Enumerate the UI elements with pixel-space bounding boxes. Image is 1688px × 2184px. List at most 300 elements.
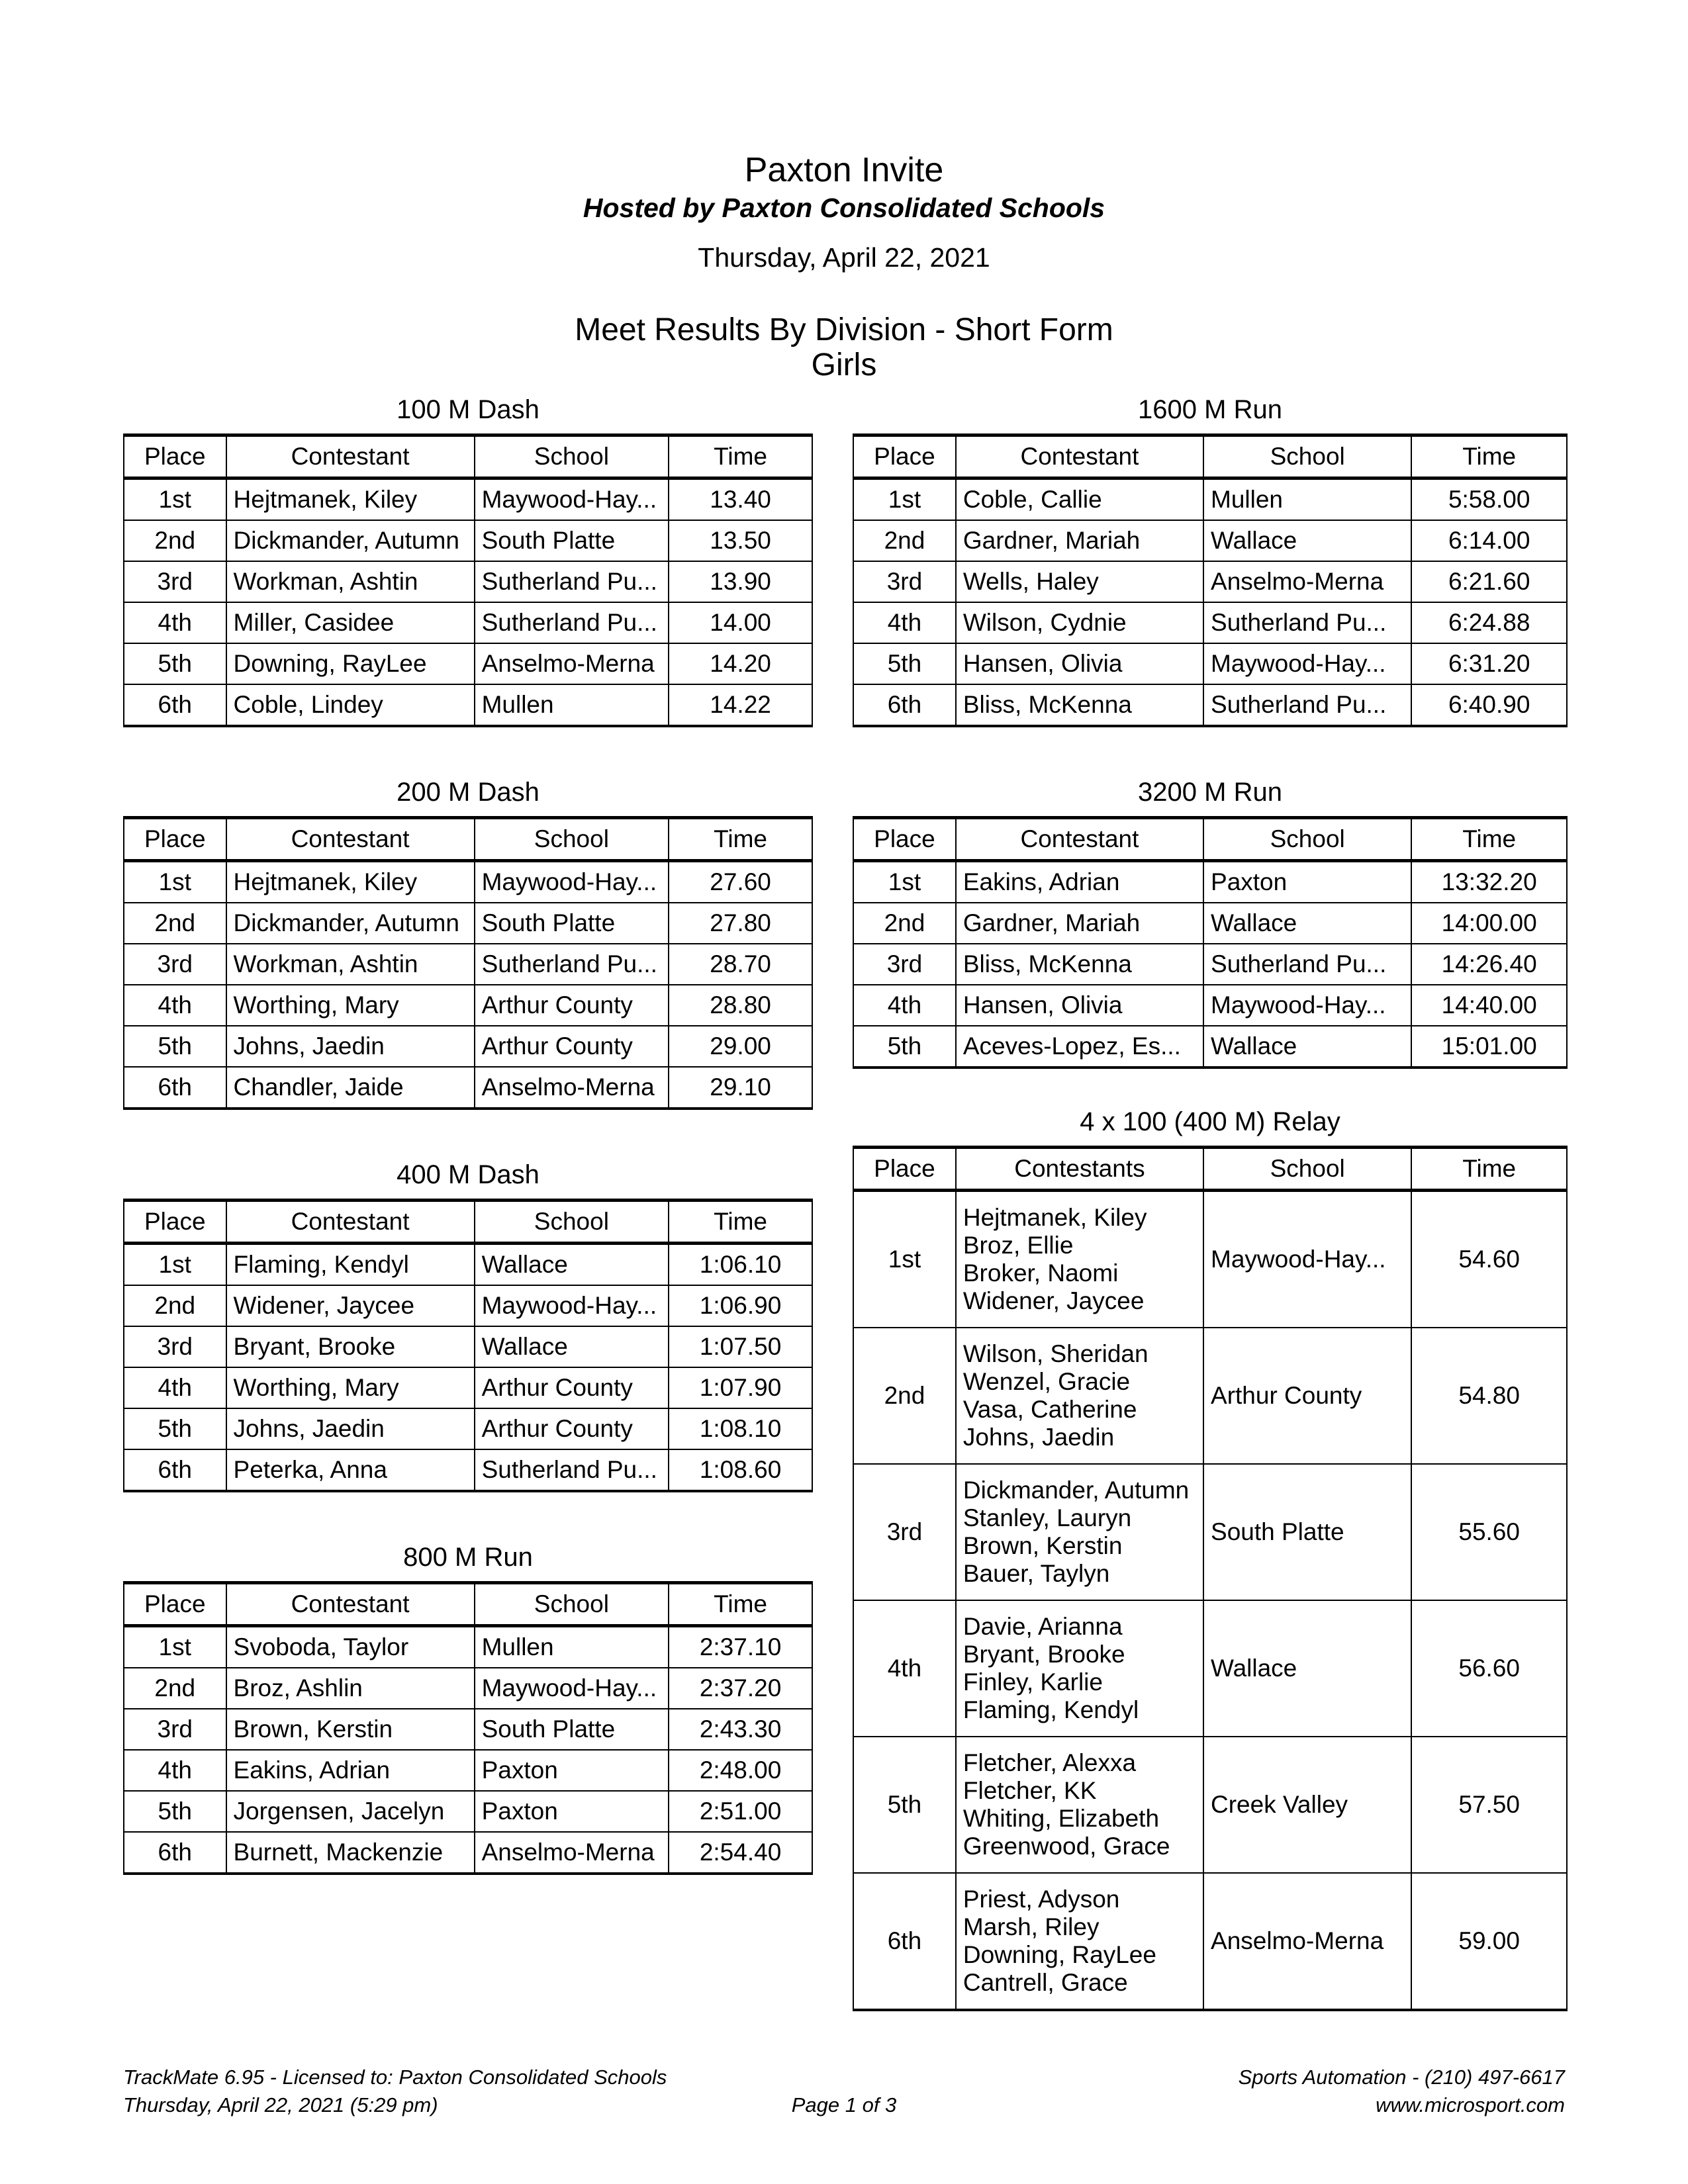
cell-school: Anselmo-Merna	[475, 1067, 669, 1109]
cell-contestants	[956, 1464, 1203, 1600]
relay-leg-name: Bryant, Brooke	[962, 1641, 1125, 1668]
table-row	[853, 1191, 1567, 1328]
cell-school: Mullen	[475, 1626, 669, 1668]
cell-school: Wallace	[475, 1244, 669, 1286]
table-head	[853, 435, 1567, 478]
cell-contestant: Worthing, Mary	[226, 985, 475, 1026]
table-row	[124, 1449, 812, 1491]
column-header-contestant: Contestant	[226, 1583, 475, 1626]
cell-time: 14.00	[669, 602, 812, 643]
cell-time: 2:43.30	[669, 1709, 812, 1750]
cell-time: 6:40.90	[1411, 684, 1567, 726]
cell-contestant: Workman, Ashtin	[226, 561, 475, 602]
relay-leg-name: Finley, Karlie	[962, 1668, 1103, 1696]
table-row	[853, 1873, 1567, 2010]
results-table-100-m-dash	[123, 433, 813, 727]
column-header-time: Time	[669, 435, 812, 478]
cell-place: 2nd	[124, 1668, 226, 1709]
cell-contestant: Hansen, Olivia	[956, 643, 1203, 684]
left-column	[123, 394, 813, 1875]
table-row	[853, 478, 1567, 521]
table-row	[124, 903, 812, 944]
relay-leg-name: Cantrell, Grace	[962, 1969, 1128, 1996]
cell-school: Anselmo-Merna	[475, 1832, 669, 1874]
cell-time: 29.10	[669, 1067, 812, 1109]
column-header-contestant: Contestant	[226, 1201, 475, 1244]
table-header-row	[853, 435, 1567, 478]
event-title: 1600 M Run	[1138, 395, 1282, 424]
cell-time: 14:00.00	[1411, 903, 1567, 944]
cell-contestants	[956, 1191, 1203, 1328]
column-header-school: School	[1203, 1148, 1411, 1191]
cell-school: Arthur County	[1203, 1328, 1411, 1464]
relay-leg-name: Davie, Arianna	[962, 1613, 1123, 1640]
table-body	[853, 478, 1567, 727]
cell-contestant: Wells, Haley	[956, 561, 1203, 602]
cell-contestants	[956, 1600, 1203, 1737]
cell-place: 5th	[124, 1791, 226, 1832]
cell-school: Sutherland Pu...	[475, 944, 669, 985]
cell-place: 5th	[124, 1408, 226, 1449]
cell-place: 3rd	[853, 561, 956, 602]
footer-company: Sports Automation - (210) 497-6617	[1238, 2066, 1565, 2089]
table-header-row	[124, 1583, 812, 1626]
table-header-row	[853, 818, 1567, 861]
footer-license: TrackMate 6.95 - Licensed to: Paxton Consolidated Schools	[123, 2066, 667, 2089]
spacer	[123, 727, 813, 776]
cell-place: 6th	[124, 1449, 226, 1491]
cell-time: 13.40	[669, 478, 812, 521]
column-header-school: School	[1203, 818, 1411, 861]
cell-place: 4th	[853, 985, 956, 1026]
cell-school: South Platte	[475, 903, 669, 944]
cell-place: 2nd	[124, 903, 226, 944]
cell-school: Arthur County	[475, 1367, 669, 1408]
cell-place: 3rd	[124, 944, 226, 985]
cell-contestant: Bliss, McKenna	[956, 684, 1203, 726]
meet-host: Hosted by Paxton Consolidated Schools	[583, 193, 1105, 223]
table-row	[124, 944, 812, 985]
cell-school: Maywood-Hay...	[475, 1668, 669, 1709]
cell-school: Maywood-Hay...	[475, 861, 669, 903]
relay-leg-name: Fletcher, Alexxa	[962, 1749, 1137, 1776]
event-title: 3200 M Run	[1138, 778, 1282, 807]
cell-place: 3rd	[853, 944, 956, 985]
table-row	[853, 561, 1567, 602]
results-table-4x100-relay	[853, 1146, 1568, 2011]
table-row	[853, 944, 1567, 985]
cell-school: Maywood-Hay...	[475, 1285, 669, 1326]
relay-leg-name: Greenwood, Grace	[962, 1833, 1170, 1860]
cell-school: Anselmo-Merna	[475, 643, 669, 684]
cell-place: 1st	[124, 861, 226, 903]
table-row	[124, 520, 812, 561]
event-title: 200 M Dash	[397, 778, 539, 807]
cell-time: 29.00	[669, 1026, 812, 1067]
event-block-100-m-dash	[123, 394, 813, 727]
table-head	[124, 1201, 812, 1244]
cell-school: Sutherland Pu...	[1203, 684, 1411, 726]
cell-school: South Platte	[1203, 1464, 1411, 1600]
cell-contestant: Downing, RayLee	[226, 643, 475, 684]
cell-school: Paxton	[475, 1791, 669, 1832]
cell-time: 57.50	[1411, 1737, 1567, 1873]
cell-contestant: Chandler, Jaide	[226, 1067, 475, 1109]
table-header-row	[124, 818, 812, 861]
cell-contestant: Aceves-Lopez, Es...	[956, 1026, 1203, 1068]
column-header-school: School	[475, 435, 669, 478]
column-header-time: Time	[1411, 1148, 1567, 1191]
cell-time: 13.50	[669, 520, 812, 561]
table-head	[853, 1148, 1567, 1191]
event-block-400-m-dash	[123, 1159, 813, 1492]
column-header-school: School	[475, 818, 669, 861]
cell-place: 2nd	[853, 903, 956, 944]
relay-leg-name: Vasa, Catherine	[962, 1396, 1137, 1423]
cell-place: 2nd	[124, 1285, 226, 1326]
cell-contestants	[956, 1328, 1203, 1464]
table-row	[124, 561, 812, 602]
table-row	[124, 602, 812, 643]
cell-place: 4th	[124, 985, 226, 1026]
cell-contestant: Dickmander, Autumn	[226, 903, 475, 944]
relay-leg-name: Broz, Ellie	[962, 1232, 1074, 1259]
table-row	[853, 903, 1567, 944]
table-row	[124, 1791, 812, 1832]
relay-leg-name: Dickmander, Autumn	[962, 1477, 1190, 1504]
table-body	[124, 861, 812, 1109]
cell-school: Sutherland Pu...	[1203, 944, 1411, 985]
cell-time: 1:08.10	[669, 1408, 812, 1449]
cell-time: 27.80	[669, 903, 812, 944]
results-table-400-m-dash	[123, 1199, 813, 1492]
cell-time: 6:31.20	[1411, 643, 1567, 684]
cell-school: Wallace	[1203, 903, 1411, 944]
cell-time: 28.80	[669, 985, 812, 1026]
right-column	[853, 394, 1568, 2011]
relay-leg-name: Priest, Adyson	[962, 1886, 1120, 1913]
cell-place: 6th	[853, 1873, 956, 2010]
relay-leg-name: Johns, Jaedin	[962, 1424, 1115, 1451]
cell-place: 2nd	[853, 1328, 956, 1464]
cell-school: South Platte	[475, 520, 669, 561]
table-body	[853, 861, 1567, 1068]
column-header-time: Time	[669, 818, 812, 861]
column-header-time: Time	[1411, 435, 1567, 478]
column-header-place: Place	[124, 1201, 226, 1244]
cell-school: Maywood-Hay...	[1203, 643, 1411, 684]
footer-website: www.microsport.com	[1376, 2093, 1565, 2116]
cell-school: Arthur County	[475, 1408, 669, 1449]
event-block-200-m-dash	[123, 776, 813, 1110]
cell-school: Maywood-Hay...	[1203, 985, 1411, 1026]
cell-place: 4th	[853, 602, 956, 643]
footer-timestamp: Thursday, April 22, 2021 (5:29 pm)	[123, 2093, 438, 2116]
cell-school: Maywood-Hay...	[475, 478, 669, 521]
column-header-contestant: Contestant	[956, 818, 1203, 861]
cell-time: 1:07.50	[669, 1326, 812, 1367]
table-head	[124, 435, 812, 478]
cell-contestant: Peterka, Anna	[226, 1449, 475, 1491]
cell-time: 55.60	[1411, 1464, 1567, 1600]
cell-school: Anselmo-Merna	[1203, 561, 1411, 602]
column-header-contestant: Contestant	[226, 818, 475, 861]
cell-contestant: Hejtmanek, Kiley	[226, 861, 475, 903]
cell-school: Wallace	[1203, 520, 1411, 561]
cell-time: 14:26.40	[1411, 944, 1567, 985]
cell-time: 14.20	[669, 643, 812, 684]
cell-time: 13:32.20	[1411, 861, 1567, 903]
table-row	[124, 1750, 812, 1791]
table-row	[124, 1067, 812, 1109]
cell-contestant: Burnett, Mackenzie	[226, 1832, 475, 1874]
report-title: Meet Results By Division - Short Form	[575, 312, 1113, 347]
table-row	[124, 1285, 812, 1326]
table-row	[853, 1464, 1567, 1600]
table-head	[124, 1583, 812, 1626]
cell-time: 5:58.00	[1411, 478, 1567, 521]
cell-place: 6th	[853, 684, 956, 726]
cell-contestant: Workman, Ashtin	[226, 944, 475, 985]
event-block-4x100-relay	[853, 1106, 1568, 2011]
cell-place: 3rd	[853, 1464, 956, 1600]
cell-time: 1:07.90	[669, 1367, 812, 1408]
column-header-school: School	[475, 1583, 669, 1626]
report-division: Girls	[811, 347, 877, 383]
table-row	[124, 684, 812, 726]
event-title: 800 M Run	[403, 1543, 533, 1572]
cell-place: 1st	[853, 1191, 956, 1328]
cell-time: 2:54.40	[669, 1832, 812, 1874]
table-row	[124, 861, 812, 903]
cell-school: Wallace	[475, 1326, 669, 1367]
relay-leg-name: Bauer, Taylyn	[962, 1560, 1110, 1587]
cell-contestant: Jorgensen, Jacelyn	[226, 1791, 475, 1832]
cell-place: 3rd	[124, 1326, 226, 1367]
table-row	[124, 1709, 812, 1750]
cell-place: 6th	[124, 684, 226, 726]
column-header-time: Time	[669, 1583, 812, 1626]
table-header-row	[853, 1148, 1567, 1191]
cell-contestant: Widener, Jaycee	[226, 1285, 475, 1326]
event-block-1600-m-run	[853, 394, 1568, 727]
cell-contestant: Dickmander, Autumn	[226, 520, 475, 561]
cell-contestant: Coble, Lindey	[226, 684, 475, 726]
cell-time: 2:51.00	[669, 1791, 812, 1832]
cell-time: 15:01.00	[1411, 1026, 1567, 1068]
column-header-time: Time	[1411, 818, 1567, 861]
results-table-3200-m-run	[853, 816, 1568, 1069]
cell-time: 56.60	[1411, 1600, 1567, 1737]
table-row	[853, 643, 1567, 684]
table-body	[853, 1191, 1567, 2011]
table-row	[124, 643, 812, 684]
spacer	[853, 727, 1568, 776]
cell-place: 3rd	[124, 561, 226, 602]
cell-time: 6:14.00	[1411, 520, 1567, 561]
cell-school: Maywood-Hay...	[1203, 1191, 1411, 1328]
cell-place: 5th	[853, 1026, 956, 1068]
column-header-place: Place	[853, 818, 956, 861]
table-row	[853, 684, 1567, 726]
cell-place: 4th	[124, 602, 226, 643]
table-header-row	[124, 1201, 812, 1244]
column-header-contestants: Contestants	[956, 1148, 1203, 1191]
meet-title: Paxton Invite	[744, 151, 944, 189]
cell-school: Sutherland Pu...	[475, 1449, 669, 1491]
cell-contestant: Miller, Casidee	[226, 602, 475, 643]
column-header-contestant: Contestant	[956, 435, 1203, 478]
cell-place: 4th	[853, 1600, 956, 1737]
footer-row-bottom	[123, 2091, 1565, 2119]
column-header-place: Place	[853, 435, 956, 478]
cell-school: Anselmo-Merna	[1203, 1873, 1411, 2010]
cell-contestant: Bliss, McKenna	[956, 944, 1203, 985]
column-header-school: School	[1203, 435, 1411, 478]
table-row	[853, 1737, 1567, 1873]
cell-contestant: Hansen, Olivia	[956, 985, 1203, 1026]
cell-contestant: Brown, Kerstin	[226, 1709, 475, 1750]
cell-contestant: Worthing, Mary	[226, 1367, 475, 1408]
cell-time: 2:37.10	[669, 1626, 812, 1668]
cell-place: 1st	[124, 1244, 226, 1286]
column-header-time: Time	[669, 1201, 812, 1244]
meet-date: Thursday, April 22, 2021	[698, 242, 990, 273]
cell-time: 54.60	[1411, 1191, 1567, 1328]
cell-time: 2:48.00	[669, 1750, 812, 1791]
cell-time: 2:37.20	[669, 1668, 812, 1709]
relay-leg-name: Whiting, Elizabeth	[962, 1805, 1160, 1832]
cell-place: 2nd	[124, 520, 226, 561]
cell-time: 1:06.90	[669, 1285, 812, 1326]
cell-place: 4th	[124, 1367, 226, 1408]
table-row	[853, 1328, 1567, 1464]
cell-place: 6th	[124, 1832, 226, 1874]
cell-time: 54.80	[1411, 1328, 1567, 1464]
relay-leg-name: Wilson, Sheridan	[962, 1340, 1149, 1367]
page-footer	[123, 2064, 1565, 2143]
table-row	[124, 1244, 812, 1286]
relay-leg-name: Stanley, Lauryn	[962, 1504, 1132, 1531]
cell-place: 3rd	[124, 1709, 226, 1750]
table-body	[124, 1626, 812, 1874]
cell-contestant: Bryant, Brooke	[226, 1326, 475, 1367]
table-row	[124, 1668, 812, 1709]
table-row	[853, 1026, 1567, 1068]
table-row	[853, 861, 1567, 903]
table-row	[853, 520, 1567, 561]
table-row	[124, 1408, 812, 1449]
table-head	[853, 818, 1567, 861]
cell-place: 4th	[124, 1750, 226, 1791]
cell-place: 1st	[124, 478, 226, 521]
cell-place: 5th	[124, 643, 226, 684]
table-row	[124, 1832, 812, 1874]
cell-school: Mullen	[1203, 478, 1411, 521]
table-row	[853, 1600, 1567, 1737]
cell-contestant: Gardner, Mariah	[956, 520, 1203, 561]
relay-leg-name: Downing, RayLee	[962, 1941, 1156, 1968]
column-header-place: Place	[124, 818, 226, 861]
cell-time: 59.00	[1411, 1873, 1567, 2010]
table-head	[124, 818, 812, 861]
table-row	[124, 1326, 812, 1367]
results-table-800-m-run	[123, 1581, 813, 1875]
cell-contestants	[956, 1737, 1203, 1873]
column-header-contestant: Contestant	[226, 435, 475, 478]
table-body	[124, 478, 812, 727]
cell-time: 14.22	[669, 684, 812, 726]
event-block-3200-m-run	[853, 776, 1568, 1069]
cell-time: 13.90	[669, 561, 812, 602]
cell-place: 5th	[853, 643, 956, 684]
cell-time: 6:21.60	[1411, 561, 1567, 602]
event-title: 100 M Dash	[397, 395, 539, 424]
cell-time: 1:06.10	[669, 1244, 812, 1286]
cell-contestant: Coble, Callie	[956, 478, 1203, 521]
cell-time: 1:08.60	[669, 1449, 812, 1491]
cell-contestant: Johns, Jaedin	[226, 1408, 475, 1449]
table-row	[124, 985, 812, 1026]
cell-contestant: Wilson, Cydnie	[956, 602, 1203, 643]
cell-contestants	[956, 1873, 1203, 2010]
cell-contestant: Broz, Ashlin	[226, 1668, 475, 1709]
cell-school: Wallace	[1203, 1600, 1411, 1737]
spacer	[123, 1110, 813, 1159]
cell-time: 28.70	[669, 944, 812, 985]
cell-time: 27.60	[669, 861, 812, 903]
cell-school: Paxton	[475, 1750, 669, 1791]
cell-place: 5th	[853, 1737, 956, 1873]
column-header-place: Place	[124, 435, 226, 478]
cell-school: South Platte	[475, 1709, 669, 1750]
cell-school: Paxton	[1203, 861, 1411, 903]
footer-row-top	[123, 2064, 1565, 2091]
cell-place: 2nd	[853, 520, 956, 561]
table-row	[853, 602, 1567, 643]
relay-leg-name: Broker, Naomi	[962, 1259, 1119, 1287]
relay-leg-name: Marsh, Riley	[962, 1913, 1100, 1940]
cell-place: 6th	[124, 1067, 226, 1109]
relay-leg-name: Flaming, Kendyl	[962, 1696, 1139, 1723]
table-row	[124, 1026, 812, 1067]
results-table-200-m-dash	[123, 816, 813, 1110]
cell-contestant: Johns, Jaedin	[226, 1026, 475, 1067]
cell-school: Sutherland Pu...	[1203, 602, 1411, 643]
table-body	[124, 1244, 812, 1492]
table-header-row	[124, 435, 812, 478]
footer-page-number: Page 1 of 3	[791, 2093, 897, 2116]
relay-leg-name: Brown, Kerstin	[962, 1532, 1123, 1559]
cell-place: 5th	[124, 1026, 226, 1067]
table-row	[124, 478, 812, 521]
spacer	[123, 1492, 813, 1541]
cell-contestant: Svoboda, Taylor	[226, 1626, 475, 1668]
relay-leg-name: Fletcher, KK	[962, 1777, 1097, 1804]
cell-contestant: Eakins, Adrian	[226, 1750, 475, 1791]
relay-leg-name: Hejtmanek, Kiley	[962, 1204, 1147, 1231]
event-title: 4 x 100 (400 M) Relay	[1080, 1107, 1340, 1136]
column-header-place: Place	[853, 1148, 956, 1191]
column-header-school: School	[475, 1201, 669, 1244]
cell-school: Arthur County	[475, 985, 669, 1026]
cell-contestant: Gardner, Mariah	[956, 903, 1203, 944]
cell-school: Sutherland Pu...	[475, 602, 669, 643]
table-row	[853, 985, 1567, 1026]
column-header-place: Place	[124, 1583, 226, 1626]
cell-contestant: Hejtmanek, Kiley	[226, 478, 475, 521]
cell-school: Sutherland Pu...	[475, 561, 669, 602]
